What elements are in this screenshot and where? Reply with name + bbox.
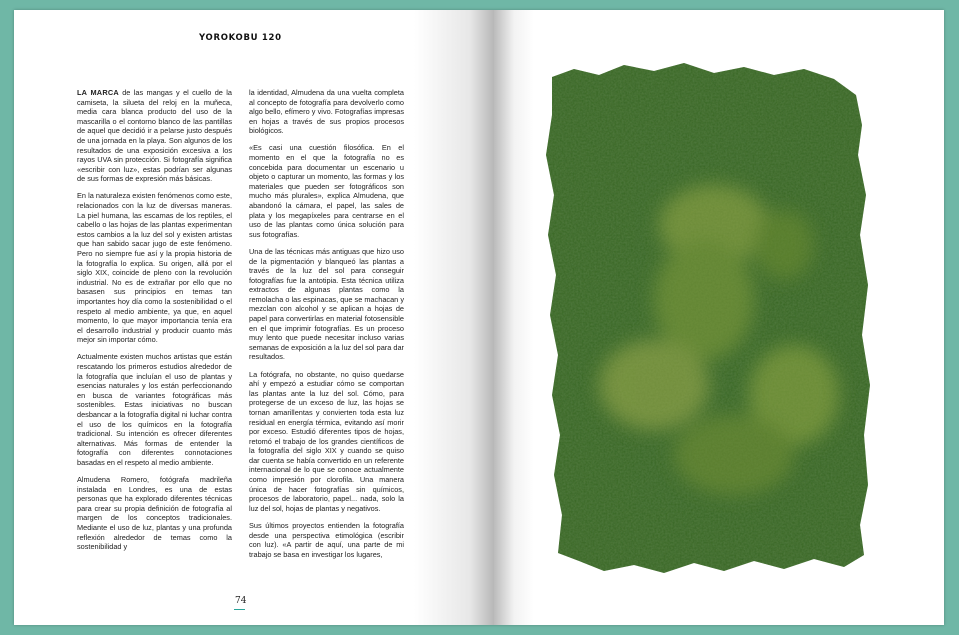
lead-in: LA MARCA [77,88,119,97]
gutter-shadow-left [414,10,494,625]
paragraph: Almudena Romero, fotógrafa madrileña instalada en Londres, es una de estas personas que ha explorado diferentes técnicas para crear su propia definición de fotografía al margen de los conceptos tradicionales. Mediante el uso de luz, plantas y una profunda reflexión alrededor de temas como la sostenibilidad y [77,475,232,552]
paragraph: Sus últimos proyectos entienden la fotografía desde una perspectiva etimológica (escribir con luz). «A partir de aquí, una parte de mi trabajo se basa en investigar los lugares, [249,520,404,559]
text-column-2 [249,88,404,567]
magazine-spread [14,10,944,625]
page-number: 74 [235,596,247,606]
paragraph: «Es casi una cuestión filosófica. En el momento en el que la fotografía no es concebida para documentar un escenario u objeto o capturar un momento, las formas y los materiales que pueden ser fotográficos son mucho más plurales», explica Almudena, que abandonó la cámara, el papel, las sales de plata y los megapíxeles para centrarse en el uso de las plantas como única solución para sus fotografías. [249,143,404,239]
moss-photograph [544,55,874,580]
paragraph: Una de las técnicas más antiguas que hizo uso de la pigmentación y blanqueó las plantas a través de la luz del sol para conseguir fotografías fue la antotipia. Esta técnica utiliza extractos de algunas plantas como la remolacha o las espinacas, que se machacan y mezclan con alcohol y se aplican a hojas de papel para convertirlas en material fotosensible en el que imprimir fotografías. Es un proceso muy lento que puede necesitar incluso varias semanas de exposición a la luz del sol para dar resultados. [249,246,404,362]
page-number-rule [234,609,245,610]
moss-photograph-icon [544,55,874,580]
paragraph: La fotógrafa, no obstante, no quiso quedarse ahí y empezó a estudiar cómo se comportan las plantas ante la luz del sol. Cómo, para protegerse de un exceso de luz, las hojas se tornan amarillentas y convierten toda esta luz residual en energía térmica, evitando así morir por exceso. Estudió diferentes tipos de hojas, retomó el trabajo de los grandes científicos de la fotografía del siglo XIX y cuando se quiso dar cuenta se había convertido en un referente internacional de lo que se conoce actualmente como impresión por clorofila. Una manera única de hacer fotografías sin químicos, procesos de laboratorio, papel... nada, solo la luz del sol, hojas de plantas y negativos. [249,369,404,513]
paragraph [77,88,232,184]
text-column-1 [77,88,232,559]
paragraph: En la naturaleza existen fenómenos como este, relacionados con la luz de diversas maneras. La piel humana, las escamas de los reptiles, el cabello o las hojas de las plantas experimentan estos cambios a la luz del sol y existen artistas que han sabido sacar jugo de este fenómeno. Pero no siempre fue así y la propia historia de la fotografía lo explica. Su origen, allá por el siglo XIX, coincide de pleno con la revolución industrial. No es de extrañar por ello que no basasen sus principios en temas tan importantes hoy día como la sostenibilidad o el respeto al medio ambiente, ya que, en aquel momento, lo que mayor importancia tenía era el desarrollo industrial y producir cuanto más mejor sin importar cómo. [77,191,232,345]
paragraph: Actualmente existen muchos artistas que están rescatando los primeros estudios alrededor de la fotografía que incluían el uso de plantas y esencias naturales y los están perfeccionando en busca de variantes fotográficas más sostenibles. Estas iniciativas no buscan desbancar a la fotografía digital ni luchar contra el uso de los químicos en la fotografía tradicional. Su intención es ofrecer diferentes alternativas. Más formas de entender la fotografía con diferentes connotaciones basadas en el respeto al medio ambiente. [77,352,232,467]
paragraph-body: de las mangas y el cuello de la camiseta, la silueta del reloj en la muñeca, media cara blanca producto del uso de la mascarilla o el contorno blanco de las pantillas de aquel que decidió ir a pelarse justo después de una jornada en la playa. Son algunos de los resultados de una exposición excesiva a los rayos UVA sin protección. Si fotografía significa «escribir con luz», estas podrían ser algunas de sus formas de expresión más básicas. [77,88,232,184]
magazine-header: YOROKOBU 120 [199,33,282,43]
gutter-shadow-right [494,10,534,625]
paragraph: la identidad, Almudena da una vuelta completa al concepto de fotografía para devolverlo como algo bello, efímero y vivo. Fotografías impresas en hojas a través de sus propios procesos biológicos. [249,88,404,136]
